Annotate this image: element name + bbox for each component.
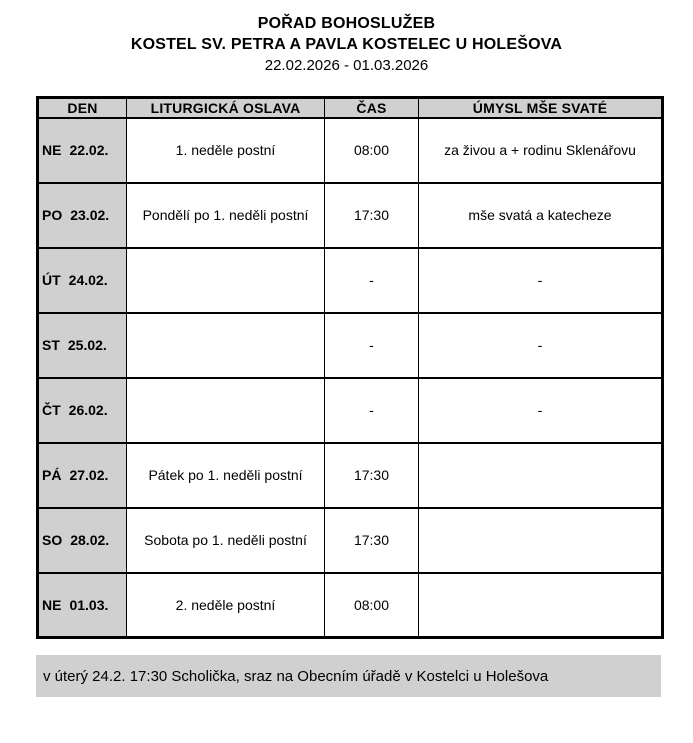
day-cell [38, 573, 127, 638]
celebration-cell: Pondělí po 1. neděli postní [127, 183, 325, 248]
time-cell: 08:00 [325, 118, 419, 183]
day-date: 24.02. [68, 272, 108, 288]
schedule-table [36, 96, 664, 639]
table-row [38, 183, 663, 248]
table-row [38, 378, 663, 443]
time-cell: 17:30 [325, 183, 419, 248]
day-abbreviation: ST [42, 337, 60, 353]
intention-cell: - [419, 313, 663, 378]
intention-cell: za živou a + rodinu Sklenářovu [419, 118, 663, 183]
table-row [38, 573, 663, 638]
day-date: 25.02. [67, 337, 107, 353]
celebration-cell [127, 313, 325, 378]
time-cell: - [325, 378, 419, 443]
column-header-celebration: LITURGICKÁ OSLAVA [127, 98, 325, 118]
day-abbreviation: SO [42, 532, 63, 548]
day-abbreviation: ČT [42, 402, 61, 418]
page-title: POŘAD BOHOSLUŽEB [257, 15, 436, 32]
day-date: 01.03. [69, 596, 109, 613]
intention-cell: - [419, 248, 663, 313]
time-cell: 17:30 [325, 443, 419, 508]
column-header-intention: ÚMYSL MŠE SVATÉ [419, 98, 663, 118]
intention-cell: - [419, 378, 663, 443]
day-date: 26.02. [68, 402, 108, 418]
footer-note: v úterý 24.2. 17:30 Scholička, sraz na Obecním úřadě v Kostelci u Holešova [36, 655, 661, 697]
date-range: 22.02.2026 - 01.03.2026 [264, 57, 429, 74]
table-row [38, 313, 663, 378]
day-abbreviation: PO [42, 207, 63, 223]
time-cell: 17:30 [325, 508, 419, 573]
intention-cell [419, 573, 663, 638]
time-cell: - [325, 313, 419, 378]
table-row [38, 508, 663, 573]
time-cell: 08:00 [325, 573, 419, 638]
table-row [38, 248, 663, 313]
table-header-row [38, 98, 663, 118]
day-date: 22.02. [69, 142, 109, 158]
time-cell: - [325, 248, 419, 313]
day-cell [38, 248, 127, 313]
table-row [38, 118, 663, 183]
celebration-cell: Pátek po 1. neděli postní [127, 443, 325, 508]
day-abbreviation: NE [42, 142, 62, 158]
day-abbreviation: NE [42, 596, 62, 613]
page-subtitle: KOSTEL SV. PETRA A PAVLA KOSTELEC U HOLEŠOVA [130, 36, 563, 53]
day-cell [38, 508, 127, 573]
day-date: 28.02. [70, 532, 110, 548]
day-cell [38, 313, 127, 378]
day-cell [38, 443, 127, 508]
day-abbreviation: PÁ [42, 467, 62, 483]
intention-cell [419, 508, 663, 573]
celebration-cell: 2. neděle postní [127, 573, 325, 638]
title-block [0, 0, 693, 77]
day-cell [38, 118, 127, 183]
day-date: 23.02. [70, 207, 110, 223]
intention-cell: mše svatá a katecheze [419, 183, 663, 248]
column-header-time: ČAS [325, 98, 419, 118]
day-cell [38, 183, 127, 248]
table-row [38, 443, 663, 508]
day-abbreviation: ÚT [42, 272, 61, 288]
day-cell [38, 378, 127, 443]
intention-cell [419, 443, 663, 508]
celebration-cell: 1. neděle postní [127, 118, 325, 183]
day-date: 27.02. [69, 467, 109, 483]
celebration-cell [127, 248, 325, 313]
celebration-cell: Sobota po 1. neděli postní [127, 508, 325, 573]
column-header-day: DEN [38, 98, 127, 118]
celebration-cell [127, 378, 325, 443]
